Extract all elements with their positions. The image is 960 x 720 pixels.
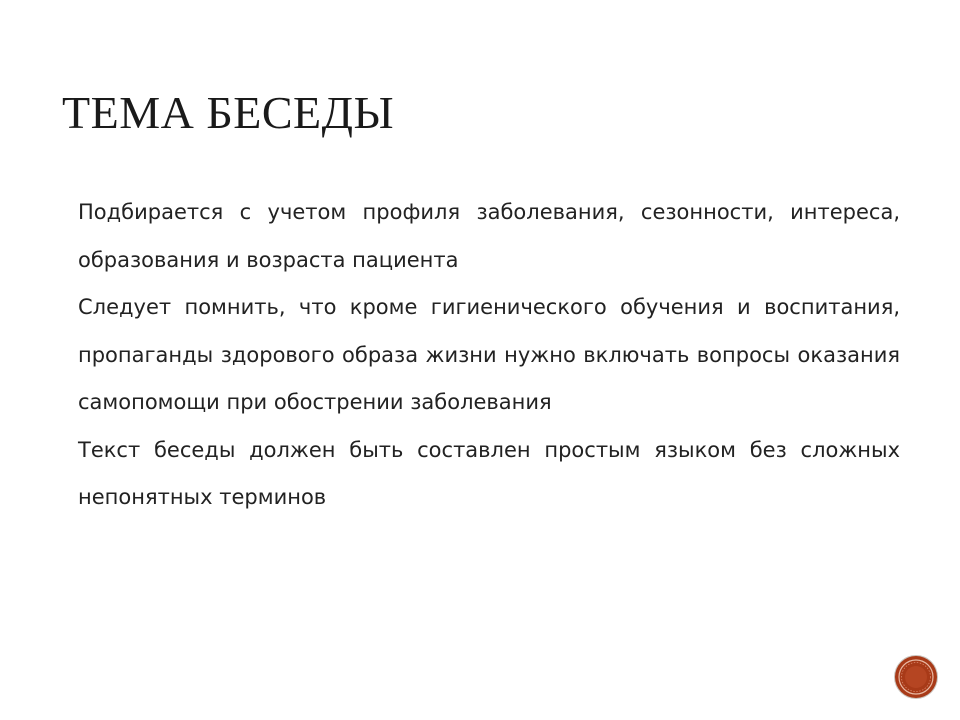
ornament-circle-icon	[895, 656, 937, 698]
paragraph-self-help: Следует помнить, что кроме гигиенического обучения и воспитания, пропаганды здорового образа жизни нужно включать вопросы оказания самопомощи при обострении заболевания	[78, 295, 900, 414]
slide-body	[78, 189, 900, 522]
paragraph-topic-selection: Подбирается с учетом профиля заболевания, сезонности, интереса, образования и возраста пациента	[78, 200, 900, 272]
slide-title: ТЕМА БЕСЕДЫ	[62, 87, 395, 138]
ornament-circle-graphic	[895, 656, 937, 698]
paragraph-simple-language: Текст беседы должен быть составлен простым языком без сложных непонятных терминов	[78, 437, 900, 509]
